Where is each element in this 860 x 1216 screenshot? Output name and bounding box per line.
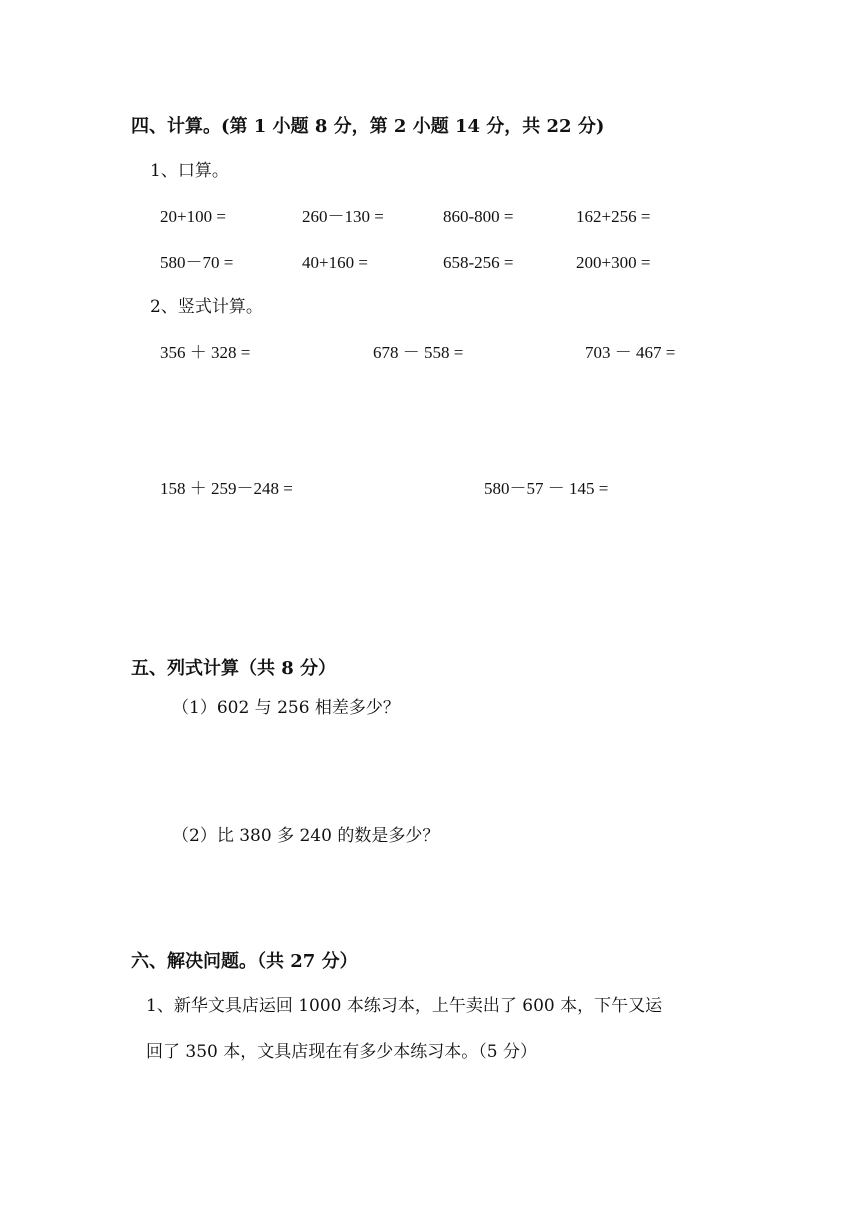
- vertical-problem: 678 － 558 =: [373, 343, 464, 362]
- oral-problem: 20+100 =: [160, 207, 226, 226]
- vertical-problem: 158 ＋ 259－248 =: [160, 479, 293, 498]
- word-problem: （2）比 380 多 240 的数是多少？: [172, 826, 440, 846]
- problem-text-line: 1、新华文具店运回 1000 本练习本，上午卖出了 600 本，下午又运: [146, 996, 663, 1016]
- word-problem: （1）602 与 256 相差多少？: [172, 698, 400, 718]
- vertical-problem: 580－57 － 145 =: [484, 479, 609, 498]
- oral-problem: 40+160 =: [302, 253, 368, 272]
- oral-problem: 658-256 =: [443, 253, 514, 272]
- vertical-problem: 703 － 467 =: [585, 343, 676, 362]
- oral-problem: 580－70 =: [160, 253, 234, 272]
- oral-problem: 260－130 =: [302, 207, 384, 226]
- section-4-heading: 四、计算。(第 1 小题 8 分，第 2 小题 14 分，共 22 分): [131, 116, 605, 137]
- vertical-calc-title: 2、竖式计算。: [150, 297, 263, 317]
- problem-text-line: 回了 350 本，文具店现在有多少本练习本。（5 分）: [146, 1042, 537, 1062]
- vertical-problem: 356 ＋ 328 =: [160, 343, 251, 362]
- section-6-heading: 六、解决问题。（共 27 分）: [131, 951, 358, 972]
- oral-problem: 162+256 =: [576, 207, 651, 226]
- oral-problem: 860-800 =: [443, 207, 514, 226]
- oral-problem: 200+300 =: [576, 253, 651, 272]
- section-5-heading: 五、列式计算（共 8 分）: [131, 658, 337, 679]
- oral-calc-title: 1、口算。: [150, 161, 229, 181]
